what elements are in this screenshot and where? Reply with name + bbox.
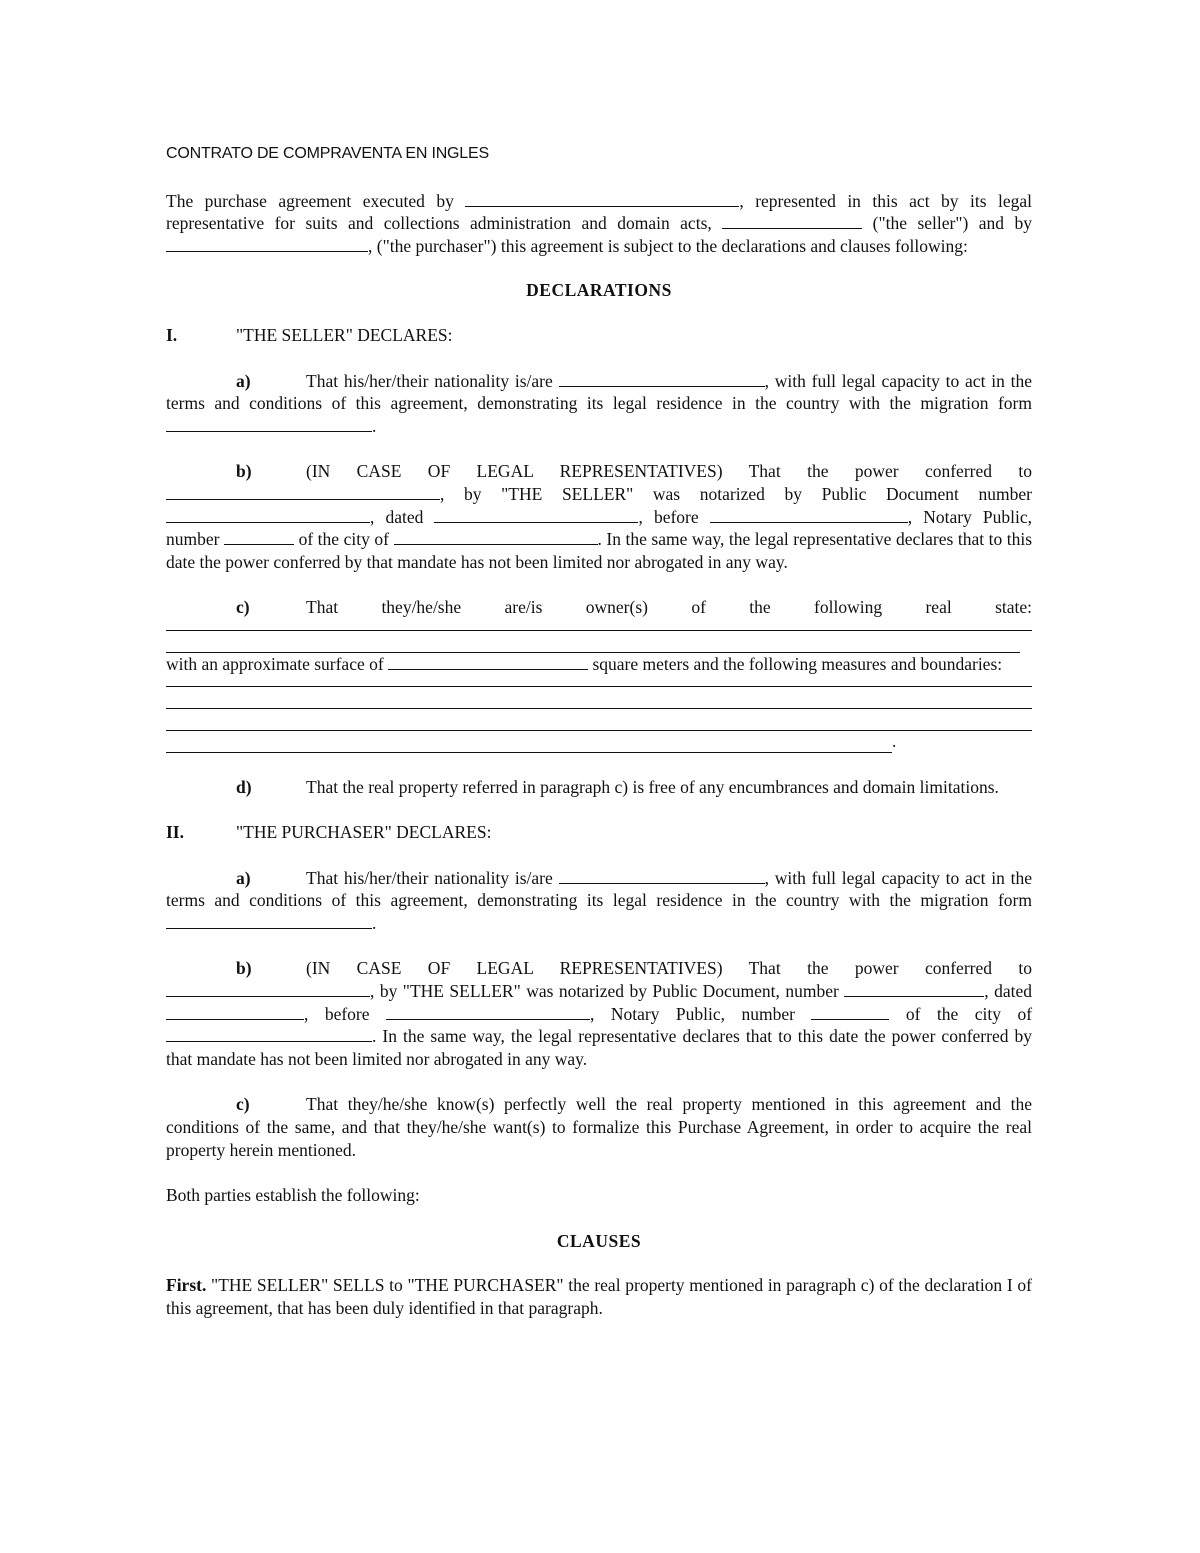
purchaser-item-b-text-6: of the city of [905, 1003, 1033, 1024]
section-1-header [166, 324, 1032, 347]
seller-item-b-text-2: , by "THE SELLER" was notarized by Public Document number [440, 483, 1032, 504]
seller-nationality-blank[interactable] [559, 372, 765, 387]
seller-item-d-label: d) [236, 776, 252, 797]
seller-item-c-line-1 [166, 596, 1032, 619]
both-parties-text: Both parties establish the following: [166, 1185, 420, 1206]
seller-notary-number-blank[interactable] [224, 530, 294, 545]
seller-item-c-text-1: That they/he/she are/is owner(s) of the following real state: [306, 597, 1032, 618]
purchaser-item-a-label: a) [236, 867, 251, 888]
purchaser-power-conferred-blank[interactable] [166, 982, 370, 997]
intro-text-3: ("the seller") and by [872, 213, 1032, 234]
boundaries-end-period: . [892, 730, 897, 751]
seller-item-c-surface [166, 653, 1032, 676]
seller-item-b-text-6: of the city of [298, 529, 389, 550]
section-1-number: I. [166, 324, 178, 345]
purchaser-item-c-label: c) [236, 1094, 250, 1115]
real-state-description-line-2[interactable] [166, 631, 1020, 653]
seller-city-blank[interactable] [394, 530, 598, 545]
seller-item-c-text-3: square meters and the following measures and boundaries: [592, 653, 1003, 674]
seller-name-blank[interactable] [465, 192, 739, 207]
seller-notary-blank[interactable] [710, 508, 908, 523]
purchaser-item-b [166, 957, 1032, 1070]
purchaser-item-c [166, 1093, 1032, 1161]
seller-item-c-text-2: with an approximate surface of [166, 653, 384, 674]
purchaser-notary-number-blank[interactable] [811, 1005, 889, 1020]
surface-blank[interactable] [388, 655, 588, 670]
boundaries-line-4[interactable] [166, 732, 892, 753]
boundaries-line-2[interactable] [166, 687, 1032, 709]
seller-item-b-text-1: (IN CASE OF LEGAL REPRESENTATIVES) That the power conferred to [306, 461, 1032, 482]
seller-item-a-text-1: That his/her/their nationality is/are [306, 370, 553, 391]
seller-item-b-text-7: . In the same way, the legal representative declares that to this date the power conferred by that mandate has not been limited nor abrogated in any way. [166, 529, 1033, 572]
section-2-number: II. [166, 822, 184, 843]
boundaries-line-1[interactable] [166, 676, 1032, 687]
intro-text-1: The purchase agreement executed by [166, 190, 454, 211]
seller-item-b-text-3: , dated [370, 506, 424, 527]
seller-item-a-label: a) [236, 370, 251, 391]
clauses-heading: CLAUSES [556, 1230, 642, 1251]
legal-rep-blank[interactable] [722, 214, 862, 229]
seller-item-c [166, 596, 1032, 752]
intro-paragraph [166, 190, 1032, 258]
purchaser-item-b-text-2: , by "THE SELLER" was notarized by Public Document, number [370, 981, 839, 1002]
purchaser-item-c-text: That they/he/she know(s) perfectly well the real property mentioned in this agreement and the conditions of the same, and that they/he/she want(s) to formalize this Purchase Agreement, in order to acquire the real property herein mentioned. [166, 1094, 1032, 1160]
seller-item-b-text-4: , before [638, 506, 699, 527]
purchaser-item-a [166, 867, 1032, 935]
boundaries-line-3[interactable] [166, 709, 1032, 731]
purchaser-notary-blank[interactable] [386, 1005, 590, 1020]
first-clause-text: "THE SELLER" SELLS to "THE PURCHASER" the real property mentioned in paragraph c) of the declaration I of this agreement, that has been duly identified in that paragraph. [166, 1275, 1032, 1318]
seller-item-d-text: That the real property referred in paragraph c) is free of any encumbrances and domain limitations. [306, 776, 999, 797]
seller-migration-form-blank[interactable] [166, 417, 372, 432]
document-page [166, 143, 1032, 1320]
purchaser-migration-form-blank[interactable] [166, 914, 372, 929]
purchaser-name-blank[interactable] [166, 237, 368, 252]
purchaser-item-b-text-4: , before [304, 1003, 370, 1024]
seller-power-conferred-blank[interactable] [166, 485, 440, 500]
purchaser-item-a-text-3: . [372, 912, 377, 933]
purchaser-item-a-text-2: , with full legal capacity to act in the terms and conditions of this agreement, demonstrating its legal residence in the country with the migration form [166, 867, 1033, 911]
intro-text-2: , represented in this act by its legal representative for suits and collections administration and domain acts, [166, 190, 1033, 234]
section-1-title: "THE SELLER" DECLARES: [236, 324, 453, 345]
section-2-header [166, 821, 1032, 844]
purchaser-public-document-blank[interactable] [844, 982, 984, 997]
first-clause-label: First. [166, 1275, 207, 1296]
seller-item-b-label: b) [236, 461, 252, 482]
purchaser-city-blank[interactable] [166, 1027, 372, 1042]
seller-public-document-blank[interactable] [166, 508, 370, 523]
seller-item-a-text-2: , with full legal capacity to act in the terms and conditions of this agreement, demonstrating its legal residence in the country with the migration form [166, 370, 1033, 414]
declarations-heading: DECLARATIONS [526, 280, 672, 301]
seller-item-d [166, 776, 1032, 799]
purchaser-item-b-text-3: , dated [984, 981, 1033, 1002]
seller-item-b [166, 460, 1032, 573]
seller-dated-blank[interactable] [434, 508, 638, 523]
seller-item-a-text-3: . [372, 415, 377, 436]
purchaser-item-a-text-1: That his/her/their nationality is/are [306, 867, 553, 888]
seller-item-a [166, 370, 1032, 438]
section-2-title: "THE PURCHASER" DECLARES: [236, 822, 492, 843]
purchaser-item-b-text-7: . In the same way, the legal representative declares that to this date the power conferred by that mandate has not been limited nor abrogated in any way. [166, 1026, 1032, 1069]
purchaser-item-b-text-5: , Notary Public, number [590, 1003, 795, 1024]
boundaries-line-4-row [166, 731, 1032, 753]
intro-text-4: , ("the purchaser") this agreement is subject to the declarations and clauses following: [368, 235, 968, 256]
seller-item-b-text-5: , Notary Public, number [166, 506, 1032, 550]
purchaser-item-b-text-1: (IN CASE OF LEGAL REPRESENTATIVES) That the power conferred to [306, 958, 1032, 979]
document-title: CONTRATO DE COMPRAVENTA EN INGLES [166, 145, 489, 162]
purchaser-dated-blank[interactable] [166, 1005, 304, 1020]
purchaser-item-b-label: b) [236, 958, 252, 979]
purchaser-nationality-blank[interactable] [559, 869, 765, 884]
real-state-description-line-1[interactable] [166, 619, 1032, 631]
first-clause [166, 1274, 1032, 1319]
seller-item-c-label: c) [236, 597, 250, 618]
